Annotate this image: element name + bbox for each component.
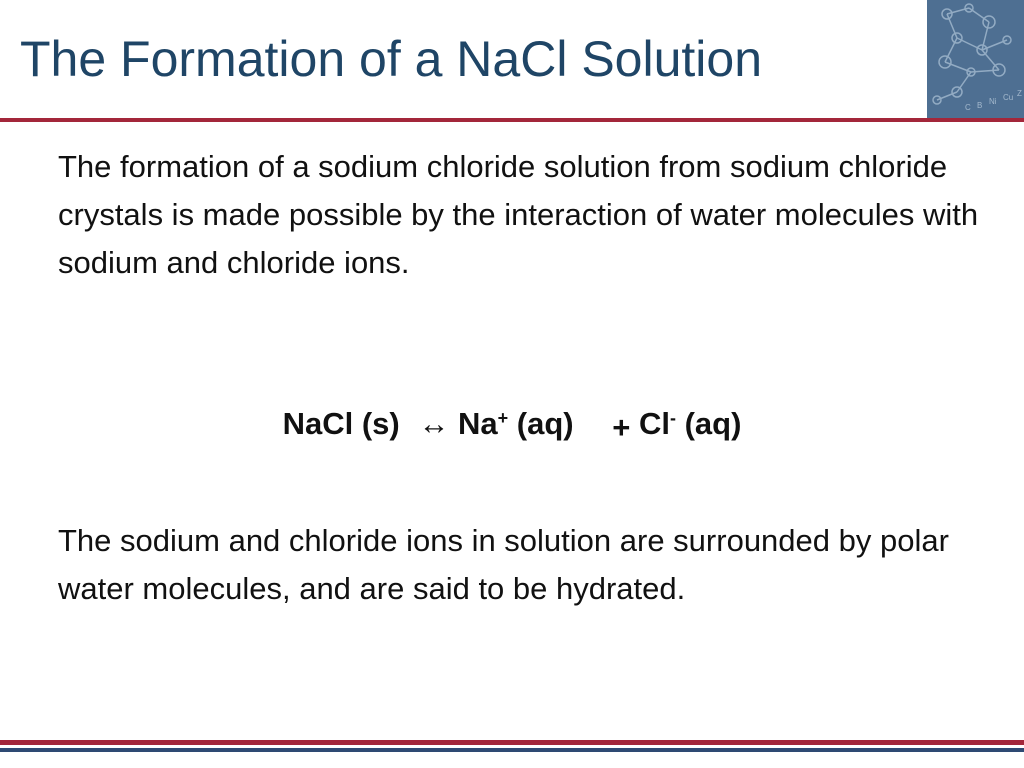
- footer-divider-red: [0, 740, 1024, 745]
- cation-charge: +: [497, 408, 509, 428]
- slide-title: The Formation of a NaCl Solution: [20, 31, 763, 87]
- svg-text:B: B: [977, 101, 983, 110]
- plus-sign: +: [612, 410, 631, 445]
- equation-reactant: NaCl (s): [282, 406, 400, 441]
- anion-charge: -: [669, 408, 676, 428]
- cation-state: (aq): [516, 406, 574, 441]
- title-divider: [0, 118, 1024, 122]
- anion-state: (aq): [684, 406, 742, 441]
- svg-text:Cu: Cu: [1003, 93, 1014, 102]
- equilibrium-arrow: ↔: [418, 406, 450, 441]
- dissociation-equation: [0, 400, 1024, 448]
- svg-text:Z: Z: [1017, 89, 1022, 98]
- equation-cation: Na: [457, 406, 498, 441]
- hydration-paragraph: The sodium and chloride ions in solution are surrounded by polar water molecules, and are said to be hydrated.: [58, 523, 949, 606]
- molecule-decoration-image: [927, 0, 1024, 122]
- svg-text:Ni: Ni: [989, 97, 997, 106]
- intro-paragraph: The formation of a sodium chloride solution from sodium chloride crystals is made possible by the interaction of water molecules with sodium and chloride ions.: [58, 149, 979, 280]
- svg-text:C: C: [965, 103, 971, 112]
- equation-anion: Cl: [638, 406, 670, 441]
- footer-divider-blue: [0, 748, 1024, 752]
